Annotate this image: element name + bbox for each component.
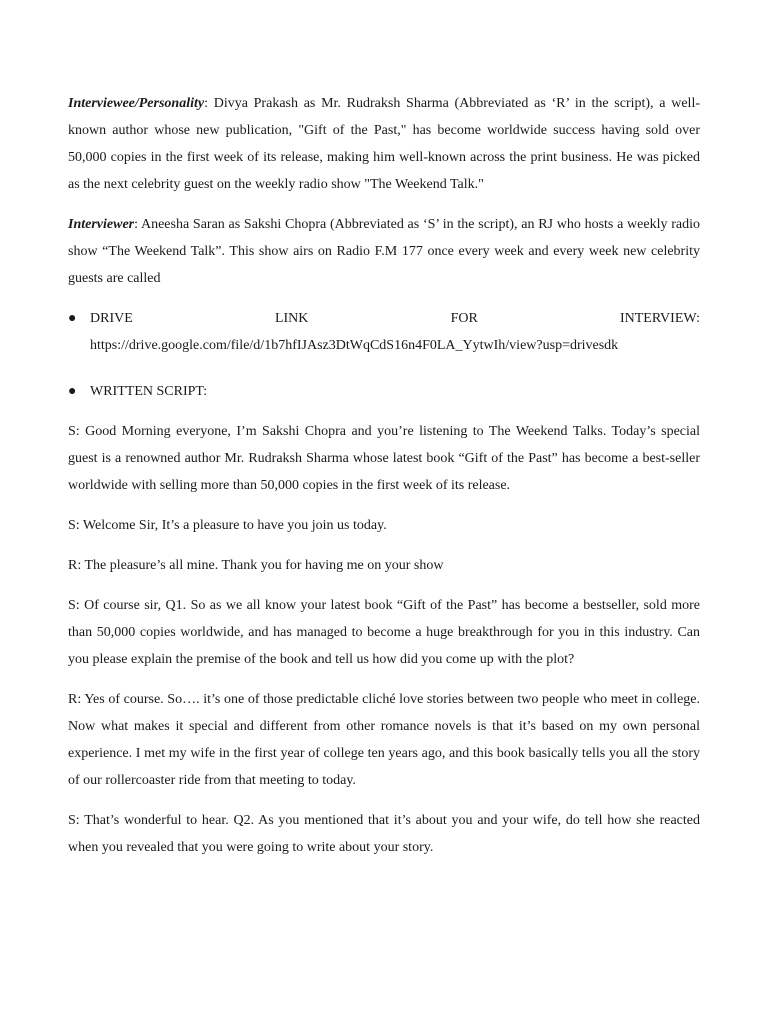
interviewee-label: Interviewee/Personality (68, 96, 205, 111)
bullet-icon: ● (68, 384, 77, 399)
interviewer-label: Interviewer (68, 217, 135, 232)
script-line: R: The pleasure’s all mine. Thank you for having me on your show (68, 558, 444, 573)
written-script-heading: WRITTEN SCRIPT: (90, 384, 208, 399)
interviewer-text: : Aneesha Saran as Sakshi Chopra (Abbreviated as ‘S’ in the script), an RJ who hosts a weekly radio show “The Weekend Talk”. This show airs on Radio F.M 177 once every week and every week new celebrity guests are called (68, 217, 700, 286)
drive-word: DRIVE (90, 311, 133, 326)
script-line: S: Welcome Sir, It’s a pleasure to have you join us today. (68, 518, 387, 533)
drive-link-heading (90, 305, 700, 332)
bullet-icon: ● (68, 311, 77, 326)
interviewee-paragraph (68, 90, 700, 198)
drive-link-bullet (68, 305, 700, 359)
script-line: S: Of course sir, Q1. So as we all know your latest book “Gift of the Past” has become a bestseller, sold more than 50,000 copies worldwide, and has managed to become a huge breakthrough for you in this industry. Can you please explain the premise of the book and tell us how did you come up with the plot? (68, 598, 700, 667)
interview-word: INTERVIEW: (619, 311, 700, 326)
interviewee-text: : Divya Prakash as Mr. Rudraksh Sharma (Abbreviated as ‘R’ in the script), a well-known author whose new publication, "Gift of the Past," has become worldwide success having sold over 50,000 copies in the first week of its release, making him well-known across the print business. He was picked as the next celebrity guest on the weekly radio show "The Weekend Talk." (68, 96, 700, 192)
script-line: S: That’s wonderful to hear. Q2. As you mentioned that it’s about you and your wife, do tell how she reacted when you revealed that you were going to write about your story. (68, 813, 700, 855)
interviewer-paragraph (68, 211, 700, 292)
script-line: S: Good Morning everyone, I’m Sakshi Chopra and you’re listening to The Weekend Talks. Today’s special guest is a renowned author Mr. Rudraksh Sharma whose latest book “Gift of the Past” has become a best-seller worldwide with selling more than 50,000 copies in the first week of its release. (68, 424, 700, 493)
for-word: FOR (450, 311, 478, 326)
written-script-bullet (68, 378, 700, 405)
link-word: LINK (274, 311, 309, 326)
drive-url[interactable]: https://drive.google.com/file/d/1b7hfIJAsz3DtWqCdS16n4F0LA_YytwIh/view?usp=drivesdk (90, 338, 619, 353)
script-line: R: Yes of course. So…. it’s one of those predictable cliché love stories between two people who meet in college. Now what makes it special and different from other romance novels is that it’s based on my own personal experience. I met my wife in the first year of college ten years ago, and this book basically tells you all the story of our rollercoaster ride from that meeting to today. (68, 692, 700, 788)
